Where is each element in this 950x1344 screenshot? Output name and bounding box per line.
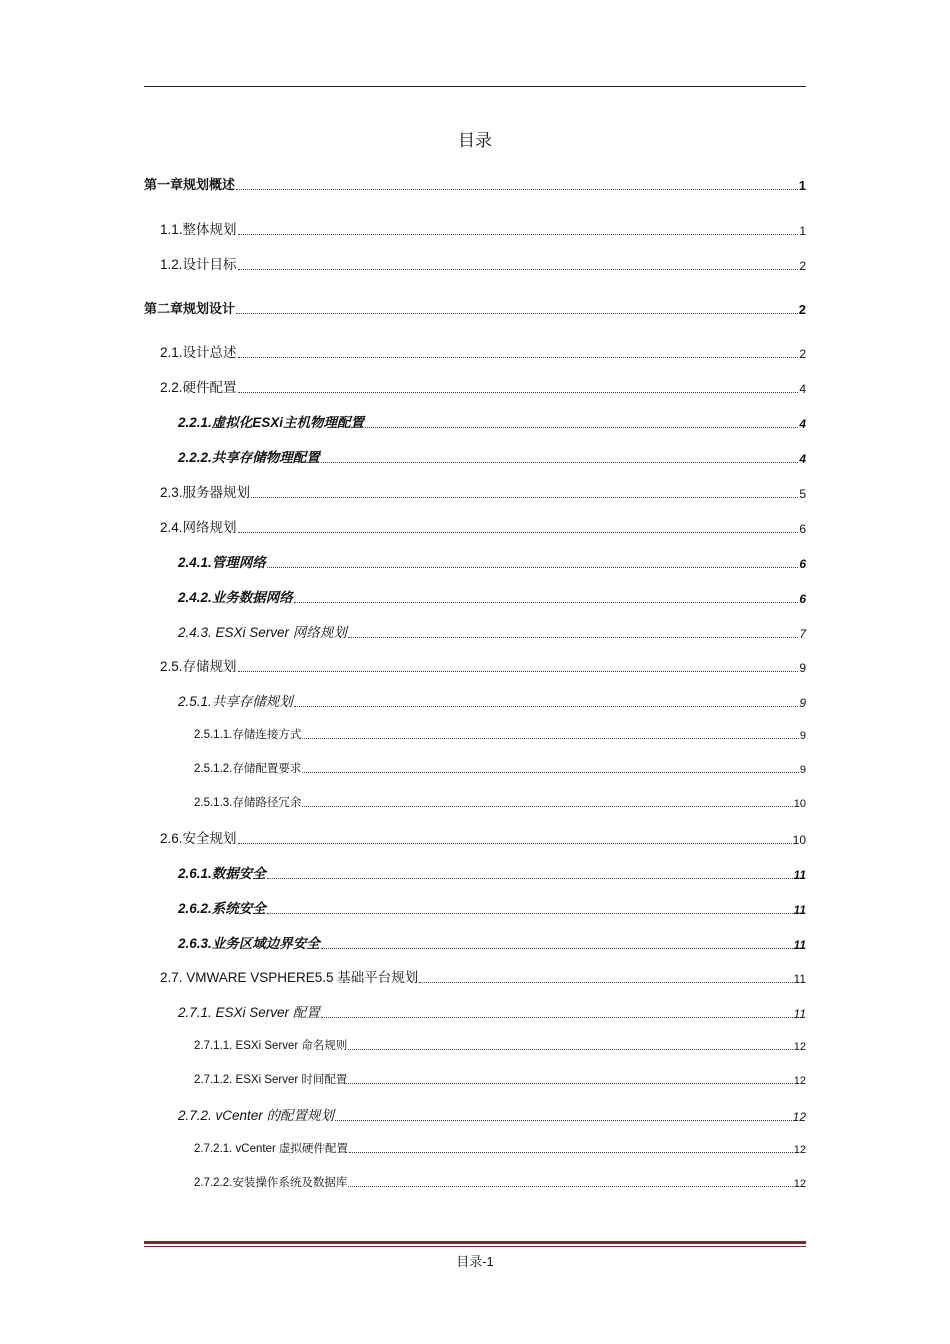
toc-entry-label: 2.7.1.2. ESXi Server 时间配置 <box>194 1074 348 1086</box>
toc-entry-label: 2.5.1.1.存储连接方式 <box>194 729 302 741</box>
toc-entry-page: 12 <box>793 1178 806 1190</box>
toc-entry-2-7-2-1[interactable] <box>194 1140 806 1156</box>
toc-entry-2-5-1-1[interactable] <box>194 726 806 742</box>
toc-title: 目录 <box>458 131 492 151</box>
toc-entry-2-4[interactable] <box>160 516 806 536</box>
toc-dot-leader <box>236 189 798 190</box>
toc-entry-page: 2 <box>799 259 806 273</box>
footer-rule-thin <box>144 1246 806 1247</box>
toc-entry-2-6-1[interactable] <box>178 862 806 882</box>
toc-dot-leader <box>238 392 799 393</box>
toc-entry-label: 2.7.2. vCenter 的配置规划 <box>178 1108 335 1123</box>
toc-entry-2-3[interactable] <box>160 481 806 501</box>
toc-entry-2-4-2[interactable] <box>178 586 806 606</box>
toc-entry-page: 6 <box>799 557 806 571</box>
toc-entry-2-7-1[interactable] <box>178 1001 806 1021</box>
toc-entry-page: 11 <box>793 938 806 952</box>
toc-entry-label: 2.6.2.系统安全 <box>178 901 266 916</box>
toc-dot-leader <box>365 427 798 428</box>
toc-dot-leader <box>302 806 792 807</box>
toc-entry-2-5-1-3[interactable] <box>194 794 806 810</box>
toc-entry-label: 2.4.1.管理网络 <box>178 555 266 570</box>
toc-dot-leader <box>238 843 792 844</box>
toc-dot-leader <box>349 1152 793 1153</box>
toc-entry-page: 12 <box>792 1110 806 1124</box>
toc-entry-2-2-1[interactable] <box>178 411 806 431</box>
toc-dot-leader <box>302 738 799 739</box>
toc-dot-leader <box>321 462 799 463</box>
toc-entry-2-5[interactable] <box>160 655 806 675</box>
toc-entry-page: 10 <box>793 798 806 810</box>
toc-entry-label: 2.2.硬件配置 <box>160 380 237 395</box>
toc-dot-leader <box>238 269 799 270</box>
toc-dot-leader <box>238 671 799 672</box>
toc-entry-2-4-3[interactable] <box>178 621 806 641</box>
toc-dot-leader <box>348 1083 792 1084</box>
toc-entry-2-5-1[interactable] <box>178 690 806 710</box>
toc-entry-label: 第一章规划概述 <box>144 177 236 192</box>
toc-dot-leader <box>238 532 799 533</box>
toc-dot-leader <box>335 1120 792 1121</box>
toc-entry-page: 9 <box>799 764 806 776</box>
toc-entry-page: 2 <box>799 347 806 361</box>
toc-entry-page: 11 <box>793 972 806 986</box>
toc-entry-label: 2.7.1.1. ESXi Server 命名规则 <box>194 1040 348 1052</box>
toc-dot-leader <box>321 948 793 949</box>
toc-entry-label: 2.5.1.共享存储规划 <box>178 694 293 709</box>
page-footer: 目录-1 <box>456 1254 494 1269</box>
toc-dot-leader <box>419 982 792 983</box>
toc-entry-2-1[interactable] <box>160 341 806 361</box>
toc-entry-label: 2.6.3.业务区域边界安全 <box>178 936 320 951</box>
toc-dot-leader <box>302 772 799 773</box>
toc-entry-chapter-2[interactable] <box>144 298 806 317</box>
toc-entry-page: 4 <box>799 382 806 396</box>
toc-entry-label: 1.1.整体规划 <box>160 222 237 237</box>
toc-entry-page: 12 <box>793 1144 806 1156</box>
toc-entry-page: 9 <box>799 730 806 742</box>
toc-dot-leader <box>267 913 793 914</box>
toc-entry-2-5-1-2[interactable] <box>194 760 806 776</box>
toc-dot-leader <box>267 878 793 879</box>
toc-entry-label: 2.3.服务器规划 <box>160 485 251 500</box>
toc-dot-leader <box>238 357 799 358</box>
toc-entry-label: 第二章规划设计 <box>144 301 236 316</box>
footer-rule-thick <box>144 1241 806 1244</box>
toc-dot-leader <box>251 497 798 498</box>
toc-entry-1-2[interactable] <box>160 253 806 273</box>
toc-entry-page: 11 <box>793 1007 806 1021</box>
toc-entry-label: 2.7.1. ESXi Server 配置 <box>178 1005 320 1020</box>
toc-entry-2-7-2-2[interactable] <box>194 1174 806 1190</box>
toc-dot-leader <box>294 602 799 603</box>
toc-entry-2-4-1[interactable] <box>178 551 806 571</box>
toc-entry-label: 2.5.存储规划 <box>160 659 237 674</box>
toc-entry-label: 2.1.设计总述 <box>160 345 237 360</box>
toc-entry-label: 2.4.2.业务数据网络 <box>178 590 293 605</box>
toc-entry-label: 2.5.1.2.存储配置要求 <box>194 763 302 775</box>
toc-entry-2-6[interactable] <box>160 827 806 847</box>
toc-entry-label: 2.4.3. ESXi Server 网络规划 <box>178 625 347 640</box>
toc-dot-leader <box>238 234 799 235</box>
toc-entry-page: 1 <box>798 178 806 193</box>
toc-entry-chapter-1[interactable] <box>144 174 806 193</box>
toc-entry-page: 2 <box>798 302 806 317</box>
toc-entry-1-1[interactable] <box>160 218 806 238</box>
toc-entry-label: 2.7. VMWARE VSPHERE5.5 基础平台规划 <box>160 970 419 985</box>
toc-entry-label: 2.5.1.3.存储路径冗余 <box>194 797 302 809</box>
toc-entry-page: 10 <box>792 833 806 847</box>
toc-entry-2-7-2[interactable] <box>178 1104 806 1124</box>
toc-entry-label: 2.7.2.2.安装操作系统及数据库 <box>194 1177 348 1189</box>
toc-dot-leader <box>321 1017 793 1018</box>
toc-entry-page: 6 <box>799 522 806 536</box>
toc-entry-2-2[interactable] <box>160 376 806 396</box>
toc-entry-2-6-2[interactable] <box>178 897 806 917</box>
toc-dot-leader <box>348 637 799 638</box>
toc-entry-page: 4 <box>799 417 806 431</box>
toc-dot-leader <box>294 706 799 707</box>
toc-dot-leader <box>267 567 799 568</box>
toc-entry-page: 7 <box>799 627 806 641</box>
toc-entry-label: 1.2.设计目标 <box>160 257 237 272</box>
toc-entry-page: 6 <box>799 592 806 606</box>
toc-entry-label: 2.7.2.1. vCenter 虚拟硬件配置 <box>194 1143 349 1155</box>
toc-entry-page: 1 <box>799 224 806 238</box>
toc-dot-leader <box>236 313 798 314</box>
toc-dot-leader <box>348 1186 792 1187</box>
toc-entry-2-6-3[interactable] <box>178 932 806 952</box>
toc-entry-page: 5 <box>799 487 806 501</box>
toc-entry-2-2-2[interactable] <box>178 446 806 466</box>
toc-entry-page: 12 <box>793 1041 806 1053</box>
toc-entry-label: 2.4.网络规划 <box>160 520 237 535</box>
toc-entry-page: 11 <box>793 903 806 917</box>
toc-entry-label: 2.6.安全规划 <box>160 831 237 846</box>
toc-entry-page: 11 <box>793 868 806 882</box>
toc-entry-page: 12 <box>793 1075 806 1087</box>
toc-entry-page: 9 <box>799 661 806 675</box>
toc-dot-leader <box>348 1049 792 1050</box>
toc-entry-2-7-1-1[interactable] <box>194 1037 806 1053</box>
toc-entry-2-7-1-2[interactable] <box>194 1071 806 1087</box>
toc-entry-label: 2.2.2.共享存储物理配置 <box>178 450 320 465</box>
toc-entry-2-7[interactable] <box>160 966 806 986</box>
toc-entry-page: 4 <box>799 452 806 466</box>
toc-entry-page: 9 <box>799 696 806 710</box>
toc-entry-label: 2.2.1.虚拟化ESXi主机物理配置 <box>178 415 365 430</box>
toc-entry-label: 2.6.1.数据安全 <box>178 866 266 881</box>
